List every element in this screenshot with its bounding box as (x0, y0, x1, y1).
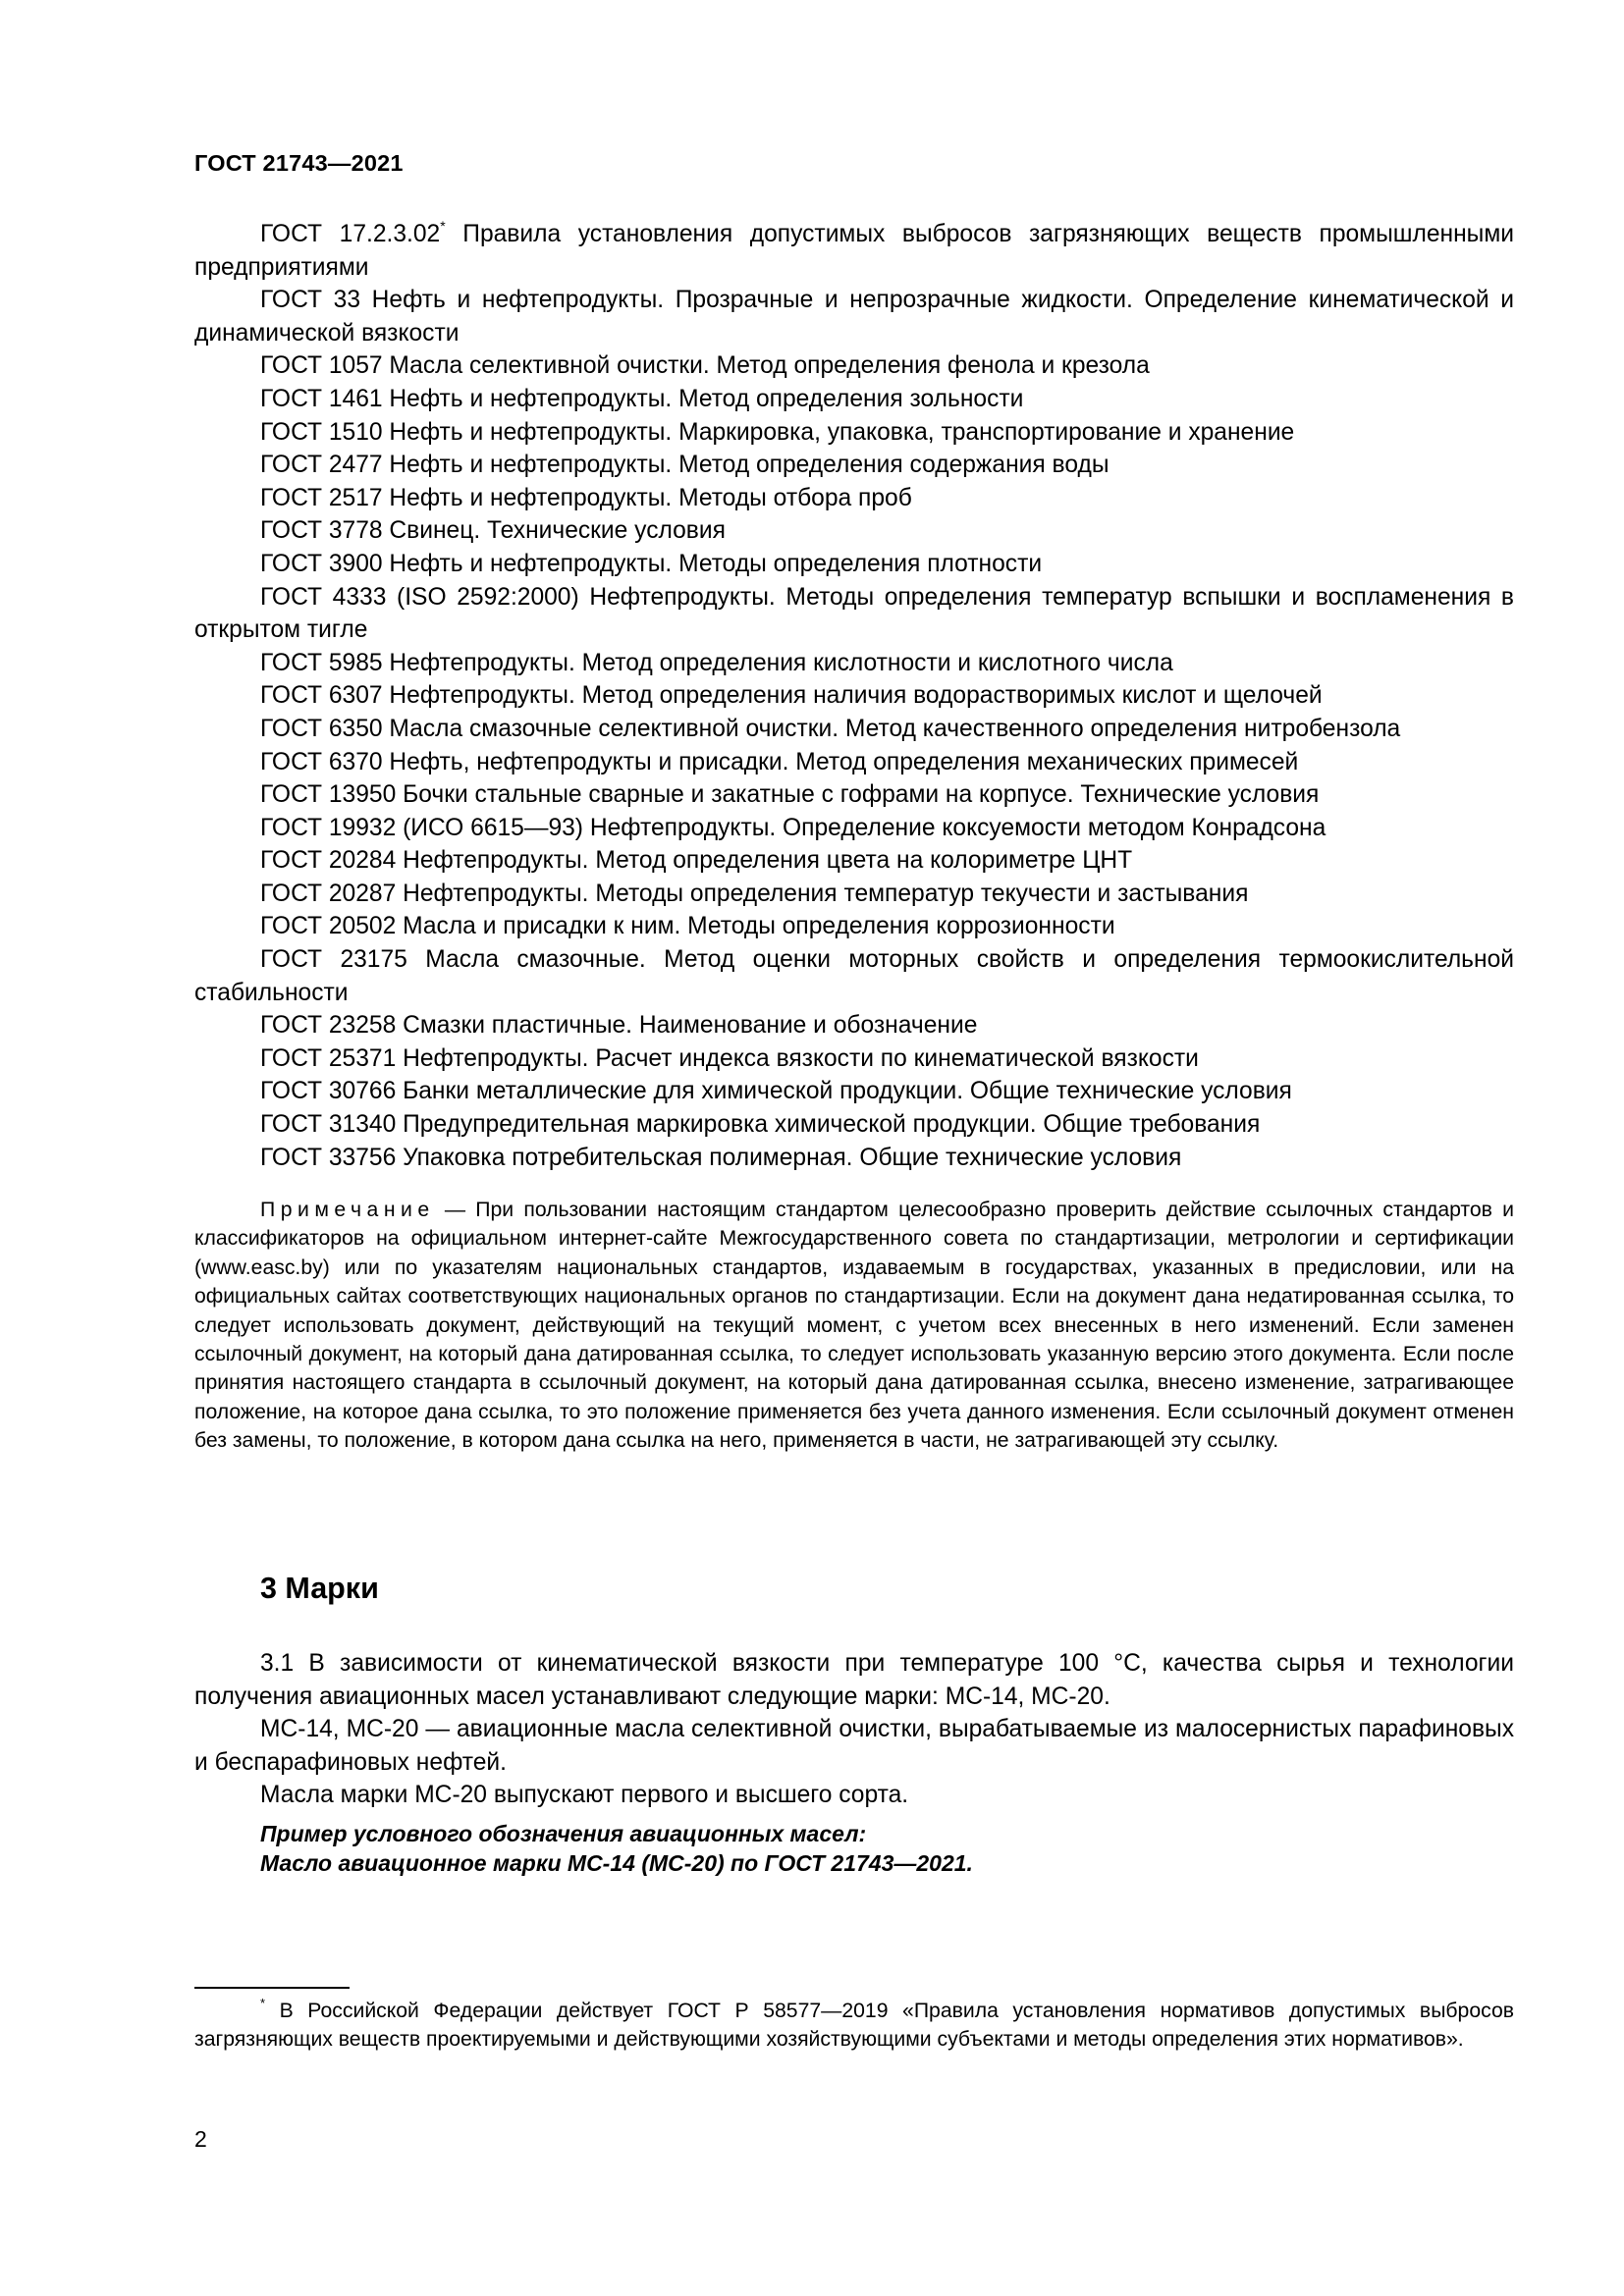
reference-code: ГОСТ 2517 (260, 484, 383, 511)
reference-title: Банки металлические для химической продукции. Общие технические условия (396, 1078, 1292, 1105)
example-text: Масло авиационное марки МС-14 (МС-20) по ГОСТ 21743—2021. (260, 1850, 973, 1876)
reference-item (194, 581, 1514, 647)
reference-item (194, 218, 1514, 284)
reference-title: (ИСО 6615—93) Нефтепродукты. Определение коксуемости методом Конрадсона (396, 814, 1326, 841)
reference-code: ГОСТ 33 (260, 287, 361, 314)
reference-title: Нефть и нефтепродукты. Методы отбора проб (382, 484, 912, 511)
reference-code: ГОСТ 20284 (260, 847, 397, 875)
reference-code: ГОСТ 25371 (260, 1044, 397, 1072)
reference-code: ГОСТ 33756 (260, 1144, 397, 1171)
page-header: ГОСТ 21743—2021 (194, 150, 404, 176)
footnote-marker[interactable]: * (440, 218, 446, 234)
section-heading: 3 Марки (260, 1572, 379, 1605)
reference-item (194, 449, 1514, 482)
reference-code: ГОСТ 5985 (260, 649, 383, 676)
reference-item (194, 910, 1514, 943)
example-caption: Пример условного обозначения авиационных масел: (260, 1821, 867, 1846)
reference-code: ГОСТ 2477 (260, 452, 383, 479)
reference-title: Предупредительная маркировка химической продукции. Общие требования (396, 1111, 1261, 1139)
reference-title: Нефтепродукты. Расчет индекса вязкости по кинематической вязкости (396, 1044, 1199, 1072)
reference-item (194, 1075, 1514, 1108)
reference-item (194, 1009, 1514, 1042)
reference-item (194, 778, 1514, 812)
reference-code: ГОСТ 6370 (260, 748, 383, 775)
reference-code: ГОСТ 6350 (260, 715, 383, 742)
reference-note (194, 1196, 1514, 1456)
reference-title: Нефть и нефтепродукты. Метод определения зольности (382, 385, 1024, 412)
reference-code: ГОСТ 1057 (260, 352, 383, 380)
reference-item (194, 514, 1514, 548)
reference-title: (ISO 2592:2000) Нефтепродукты. Методы определения температур вспышки и воспламенения в открытом тигле (194, 583, 1514, 644)
reference-code: ГОСТ 3900 (260, 550, 383, 577)
reference-item (194, 647, 1514, 680)
reference-item (194, 812, 1514, 845)
reference-title: Нефть и нефтепродукты. Прозрачные и непрозрачные жидкости. Определение кинематической и динамической вязкости (194, 287, 1514, 347)
reference-code: ГОСТ 4333 (260, 583, 387, 611)
reference-title: Нефть и нефтепродукты. Маркировка, упаковка, транспортирование и хранение (382, 418, 1295, 446)
reference-item (194, 878, 1514, 911)
reference-item (194, 383, 1514, 416)
reference-item (194, 1142, 1514, 1175)
reference-title: Нефть, нефтепродукты и присадки. Метод определения механических примесей (382, 748, 1299, 775)
reference-code: ГОСТ 1461 (260, 385, 383, 412)
reference-item (194, 746, 1514, 779)
footnote-mark: * (260, 1996, 266, 2010)
reference-title: Упаковка потребительская полимерная. Общие технические условия (396, 1144, 1182, 1171)
reference-code: ГОСТ 31340 (260, 1111, 397, 1139)
reference-code: ГОСТ 23175 (260, 946, 407, 974)
reference-item (194, 713, 1514, 746)
note-label: Примечание (260, 1199, 435, 1221)
reference-title: Нефть и нефтепродукты. Методы определения плотности (382, 550, 1043, 577)
reference-title: Нефтепродукты. Метод определения наличия водорастворимых кислот и щелочей (382, 682, 1323, 710)
reference-item (194, 1108, 1514, 1142)
reference-title: Нефтепродукты. Методы определения температур текучести и застывания (396, 880, 1249, 907)
reference-title: Бочки стальные сварные и закатные с гофрами на корпусе. Технические условия (396, 781, 1320, 809)
reference-item (194, 416, 1514, 450)
reference-title: Свинец. Технические условия (382, 517, 726, 545)
reference-code: ГОСТ 19932 (260, 814, 397, 841)
reference-code: ГОСТ 3778 (260, 517, 383, 545)
reference-title: Нефтепродукты. Метод определения кислотности и кислотного числа (382, 649, 1173, 676)
reference-item (194, 284, 1514, 349)
reference-item (194, 548, 1514, 581)
reference-code: ГОСТ 23258 (260, 1012, 397, 1040)
designation-example (260, 1819, 1514, 1878)
reference-title: Масла смазочные селективной очистки. Метод качественного определения нитробензола (382, 715, 1401, 742)
reference-item (194, 943, 1514, 1009)
section-paragraph: Масла марки МС-20 выпускают первого и высшего сорта. (260, 1782, 909, 1809)
reference-code: ГОСТ 20502 (260, 913, 397, 940)
reference-item (194, 679, 1514, 713)
reference-code: ГОСТ 30766 (260, 1078, 397, 1105)
reference-title: Нефтепродукты. Метод определения цвета на колориметре ЦНТ (396, 847, 1133, 875)
section-body (194, 1647, 1514, 1812)
reference-title: Правила установления допустимых выбросов загрязняющих веществ промышленными предприятиями (194, 221, 1515, 281)
reference-code: ГОСТ 6307 (260, 682, 383, 710)
reference-title: Масла и присадки к ним. Методы определения коррозионности (396, 913, 1115, 940)
reference-title: Смазки пластичные. Наименование и обозначение (396, 1012, 978, 1040)
normative-references-list (194, 218, 1514, 1174)
reference-title: Масла селективной очистки. Метод определения фенола и крезола (382, 352, 1150, 380)
reference-item (194, 349, 1514, 383)
footnote-text: В Российской Федерации действует ГОСТ Р 58577—2019 «Правила установления нормативов допустимых выбросов загрязняющих веществ проектируемыми и действующими хозяйствующими субъектами и методы определения этих нормативов». (194, 2000, 1514, 2052)
note-text: — При пользовании настоящим стандартом целесообразно проверить действие ссылочных стандартов и классификаторов на официальном интернет-сайте Межгосударственного совета по стандартизации, метрологии и сертификации (www.easc.by) или по указателям национальных стандартов, издаваемым в государствах, указанных в предисловии, или на официальных сайтах соответствующих национальных органов по стандартизации. Если на документ дана недатированная ссылка, то следует использовать документ, действующий на текущий момент, с учетом всех внесенных в него изменений. Если заменен ссылочный документ, на который дана датированная ссылка, то следует использовать указанную версию этого документа. Если после принятия настоящего стандарта в ссылочный документ, на который дана датированная ссылка, внесено изменение, затрагивающее положение, на которое дана ссылка, то это положение применяется без учета данного изменения. Если ссылочный документ отменен без замены, то положение, в котором дана ссылка на него, применяется в части, не затрагивающей эту ссылку. (194, 1199, 1514, 1453)
footnote (194, 1997, 1514, 2055)
section-paragraph: 3.1 В зависимости от кинематической вязкости при температуре 100 °С, качества сырья и технологии получения авиационных масел устанавливают следующие марки: МС-14, МС-20. (194, 1650, 1514, 1710)
reference-title: Нефть и нефтепродукты. Метод определения содержания воды (382, 452, 1110, 479)
reference-code: ГОСТ 1510 (260, 418, 383, 446)
reference-item (194, 1042, 1514, 1076)
section-paragraph: МС-14, МС-20 — авиационные масла селективной очистки, вырабатываемые из малосернистых парафиновых и беспарафиновых нефтей. (194, 1716, 1514, 1776)
reference-code: ГОСТ 20287 (260, 880, 397, 907)
reference-item (194, 482, 1514, 515)
footnote-divider (194, 1987, 350, 1989)
reference-code: ГОСТ 13950 (260, 781, 397, 809)
page-number: 2 (194, 2126, 207, 2152)
reference-code: ГОСТ 17.2.3.02 (260, 221, 441, 247)
reference-title: Масла смазочные. Метод оценки моторных свойств и определения термоокислительной стабильности (194, 946, 1514, 1006)
reference-item (194, 844, 1514, 878)
